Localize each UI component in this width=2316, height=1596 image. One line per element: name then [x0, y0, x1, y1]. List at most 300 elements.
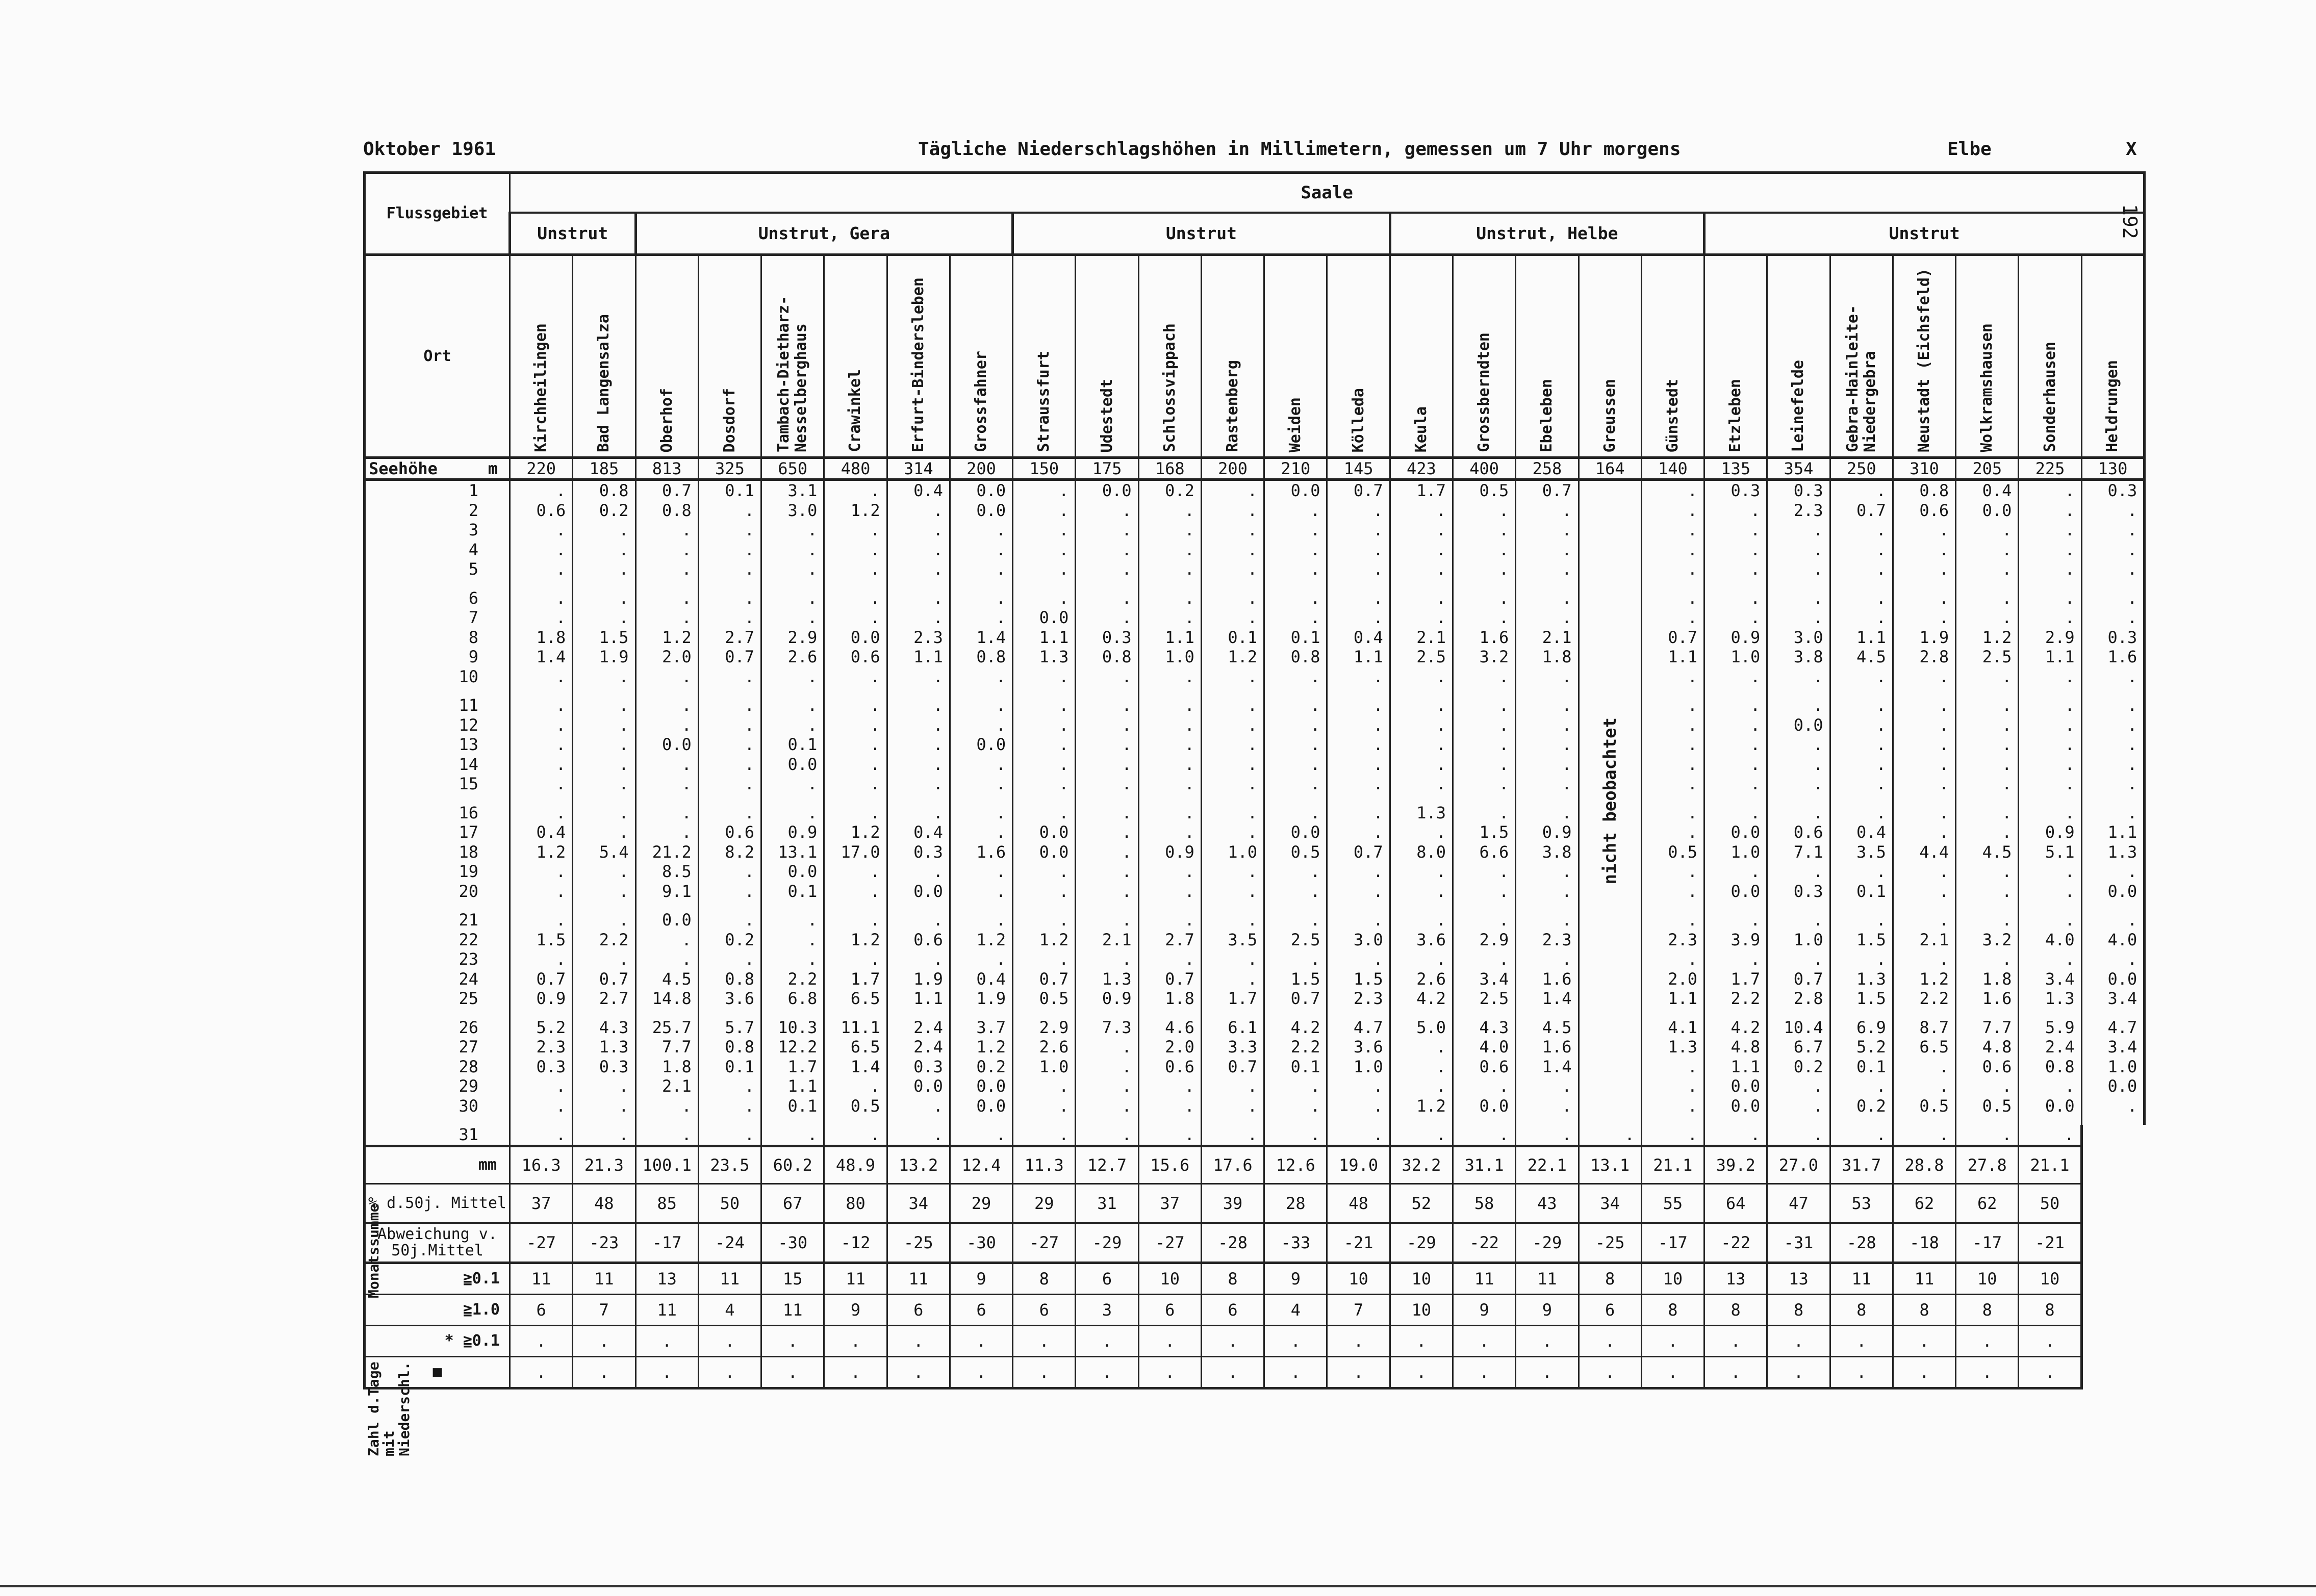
precip-value: .	[1076, 608, 1138, 628]
spacer	[1767, 686, 1830, 696]
precip-value: 0.0	[887, 1076, 950, 1096]
precip-value: 2.2	[761, 969, 824, 989]
precip-value: .	[2019, 667, 2081, 687]
precip-value: .	[1893, 696, 1955, 715]
summary-abw: -17	[635, 1223, 698, 1263]
precip-value: .	[1767, 696, 1830, 715]
precip-value: 4.0	[2019, 930, 2081, 950]
precip-value: 3.3	[1201, 1037, 1264, 1057]
precip-value: .	[1390, 774, 1453, 794]
summary-star: .	[761, 1325, 824, 1356]
precip-value: 3.5	[1201, 930, 1264, 950]
precip-value: 0.3	[573, 1057, 635, 1077]
precip-value: .	[2081, 1096, 2145, 1116]
spacer	[698, 901, 761, 910]
summary-pct: 29	[950, 1183, 1012, 1223]
precip-value: 5.2	[510, 1018, 573, 1038]
station-name-cell	[1453, 255, 1515, 458]
precip-value: 0.7	[1641, 628, 1704, 648]
precip-value: .	[2019, 540, 2081, 560]
precip-value: .	[2019, 1076, 2081, 1096]
precip-value: 1.2	[824, 501, 887, 521]
station-name-cell	[824, 255, 887, 458]
day-number: 18	[365, 842, 510, 862]
precip-value: 1.0	[1138, 647, 1201, 667]
summary-square: .	[2019, 1356, 2081, 1388]
precip-value: 1.7	[1704, 969, 1767, 989]
precip-value: 0.0	[2081, 882, 2145, 902]
precip-value: .	[1893, 822, 1955, 842]
spacer	[1516, 1116, 1579, 1125]
precip-value: 4.4	[1893, 842, 1955, 862]
precip-value: 0.6	[510, 501, 573, 521]
precip-value: .	[698, 755, 761, 775]
precip-value: .	[1516, 882, 1579, 902]
precip-value: .	[2019, 520, 2081, 540]
summary-star: .	[887, 1325, 950, 1356]
precip-value: .	[573, 735, 635, 755]
precip-value: 2.1	[1076, 930, 1138, 950]
precip-value: 1.1	[1830, 628, 1893, 648]
precip-value: 0.8	[1893, 480, 1955, 501]
day-number: 25	[365, 989, 510, 1009]
precip-value: .	[887, 1096, 950, 1116]
precip-value: .	[950, 862, 1012, 882]
precip-value: 1.7	[824, 969, 887, 989]
precip-value: .	[1013, 1125, 1076, 1146]
spacer	[1390, 579, 1453, 588]
precip-value: .	[1264, 520, 1327, 540]
precip-value: 1.0	[1704, 842, 1767, 862]
summary-star: .	[1013, 1325, 1076, 1356]
summary-square: .	[1704, 1356, 1767, 1388]
summary-pct: 48	[1327, 1183, 1390, 1223]
precip-value: .	[1264, 755, 1327, 775]
station-name-cell	[1516, 255, 1579, 458]
precip-value: .	[1893, 1125, 1955, 1146]
precip-value: .	[1767, 588, 1830, 608]
summary-mm: 21.1	[2019, 1146, 2081, 1183]
precip-value: .	[573, 667, 635, 687]
precip-value: .	[824, 480, 887, 501]
precip-value: .	[635, 696, 698, 715]
precip-value: .	[1641, 1125, 1704, 1146]
summary-pct: 62	[1893, 1183, 1955, 1223]
summary-abw: -27	[1013, 1223, 1076, 1263]
precip-value: 2.1	[1893, 930, 1955, 950]
precip-value: .	[1013, 774, 1076, 794]
precip-value: .	[1704, 1125, 1767, 1146]
summary-star: .	[1641, 1325, 1704, 1356]
precip-value: 3.2	[1956, 930, 2019, 950]
precip-value: .	[1013, 862, 1076, 882]
precip-value: 5.1	[2019, 842, 2081, 862]
precip-value: .	[1956, 735, 2019, 755]
precip-value: .	[1516, 1096, 1579, 1116]
square-label: ■	[432, 1362, 442, 1381]
precip-value: .	[2019, 608, 2081, 628]
summary-ge10: 8	[1830, 1294, 1893, 1325]
precip-value: 2.9	[2019, 628, 2081, 648]
summary-pct: 43	[1516, 1183, 1579, 1223]
precip-value: 0.1	[761, 1096, 824, 1116]
precip-value: .	[824, 735, 887, 755]
day-number: 10	[365, 667, 510, 687]
day-row	[365, 588, 2145, 608]
summary-mm: 12.7	[1076, 1146, 1138, 1183]
seehoehe-label: Seehöhe	[369, 459, 438, 478]
spacer	[1138, 579, 1201, 588]
precip-value: .	[950, 755, 1012, 775]
precip-value: .	[1956, 862, 2019, 882]
spacer	[635, 686, 698, 696]
precip-value: 5.9	[2019, 1018, 2081, 1038]
precip-value: .	[1453, 774, 1515, 794]
precip-value: .	[1767, 540, 1830, 560]
spacer	[1013, 579, 1076, 588]
station-elevation: 250	[1830, 458, 1893, 480]
precip-value: .	[1390, 667, 1453, 687]
precip-value: .	[1830, 715, 1893, 735]
station-name: Dosdorf	[720, 388, 739, 452]
precip-value: .	[2081, 910, 2145, 930]
precip-value: .	[824, 667, 887, 687]
precip-value: 2.2	[573, 930, 635, 950]
spacer	[761, 579, 824, 588]
precip-value: 1.2	[950, 930, 1012, 950]
summary-star: .	[1516, 1325, 1579, 1356]
precip-value: .	[1453, 949, 1515, 969]
precip-value: .	[1264, 540, 1327, 560]
day-row	[365, 862, 2145, 882]
precip-value: 0.3	[1076, 628, 1138, 648]
precip-value: 1.4	[510, 647, 573, 667]
precip-value: 2.0	[1641, 969, 1704, 989]
summary-abw: -21	[2019, 1223, 2081, 1263]
precip-value: .	[1390, 822, 1453, 842]
spacer	[1013, 794, 1076, 803]
summary-ge01: 11	[824, 1263, 887, 1294]
precip-value: .	[1641, 540, 1704, 560]
precip-value: .	[1264, 501, 1327, 521]
precip-value: .	[1956, 1076, 2019, 1096]
precip-value: .	[824, 774, 887, 794]
station-name: Sonderhausen	[2041, 342, 2059, 452]
precip-value: .	[1767, 1076, 1830, 1096]
precip-value: 0.7	[1830, 501, 1893, 521]
precip-value: 0.4	[950, 969, 1012, 989]
precip-value: 4.5	[1830, 647, 1893, 667]
day-number: 26	[365, 1018, 510, 1038]
precip-value: 0.0	[950, 735, 1012, 755]
precip-value: .	[887, 910, 950, 930]
precip-value: .	[1390, 1076, 1453, 1096]
precip-value: .	[1453, 735, 1515, 755]
precip-value: .	[635, 540, 698, 560]
precip-value: .	[950, 715, 1012, 735]
precip-value: .	[1264, 949, 1327, 969]
precip-value: .	[1138, 803, 1201, 823]
summary-mm: 100.1	[635, 1146, 698, 1183]
precip-value: 0.0	[950, 1076, 1012, 1096]
precip-value: .	[824, 1125, 887, 1146]
summary-abw: -29	[1076, 1223, 1138, 1263]
precip-value: .	[573, 696, 635, 715]
precip-value: .	[510, 949, 573, 969]
precip-value: 1.8	[1138, 989, 1201, 1009]
spacer	[1327, 1009, 1390, 1018]
precip-value: .	[1453, 501, 1515, 521]
precip-value: 4.5	[1516, 1018, 1579, 1038]
precip-value: .	[950, 910, 1012, 930]
spacer	[1956, 579, 2019, 588]
precip-value: 1.2	[950, 1037, 1012, 1057]
precip-value: .	[1830, 480, 1893, 501]
day-number: 11	[365, 696, 510, 715]
spacer	[1641, 901, 1704, 910]
precip-value: .	[1893, 667, 1955, 687]
precip-value: .	[573, 882, 635, 902]
precip-value: .	[1453, 882, 1515, 902]
summary-star: .	[635, 1325, 698, 1356]
precip-value: .	[1138, 667, 1201, 687]
station-name-cell	[1264, 255, 1327, 458]
precip-value: 1.1	[2081, 822, 2145, 842]
precip-value: 0.4	[887, 480, 950, 501]
precip-value: .	[1516, 501, 1579, 521]
summary-abw: -27	[1138, 1223, 1201, 1263]
precip-value: .	[510, 774, 573, 794]
spacer	[573, 901, 635, 910]
precip-value: .	[761, 608, 824, 628]
not-observed-cell	[1579, 480, 1641, 1125]
precip-value: .	[1013, 735, 1076, 755]
summary-star: .	[1138, 1325, 1201, 1356]
precip-value: 1.6	[950, 842, 1012, 862]
spacer	[950, 579, 1012, 588]
precip-value: 0.0	[1013, 842, 1076, 862]
precip-value: 2.5	[1956, 647, 2019, 667]
precip-value: .	[1390, 1057, 1453, 1077]
precip-value: 4.3	[573, 1018, 635, 1038]
summary-mm: 12.6	[1264, 1146, 1327, 1183]
precip-value: .	[1767, 608, 1830, 628]
spacer	[950, 1009, 1012, 1018]
precip-value: 0.2	[950, 1057, 1012, 1077]
precip-value: 4.2	[1704, 1018, 1767, 1038]
summary-ge01: 9	[1264, 1263, 1327, 1294]
precip-value: 0.7	[698, 647, 761, 667]
summary-ge10: 6	[887, 1294, 950, 1325]
summary-square: .	[761, 1356, 824, 1388]
precip-value: .	[887, 608, 950, 628]
precip-value: 0.9	[1516, 822, 1579, 842]
summary-abw: -25	[887, 1223, 950, 1263]
star-ge01-label: ≧0.1	[463, 1331, 500, 1350]
precip-value: 0.0	[1704, 1096, 1767, 1116]
zahl-tage-side-label: Zahl d.Tage mit Niederschl.	[365, 1361, 413, 1456]
precip-value: 1.0	[2081, 1057, 2145, 1077]
spacer	[1830, 901, 1893, 910]
precip-value: .	[1076, 1076, 1138, 1096]
precip-value: .	[1201, 540, 1264, 560]
summary-ge10: 6	[1579, 1294, 1641, 1325]
spacer	[2081, 901, 2145, 910]
precip-value: 0.9	[1076, 989, 1138, 1009]
summary-square: .	[1516, 1356, 1579, 1388]
spacer	[1327, 579, 1390, 588]
spacer	[1076, 1116, 1138, 1125]
precip-value: .	[1516, 910, 1579, 930]
precip-value: .	[1201, 774, 1264, 794]
precip-value: 3.7	[950, 1018, 1012, 1038]
precip-value: .	[2019, 696, 2081, 715]
precip-value: .	[1327, 882, 1390, 902]
precip-value: .	[1076, 540, 1138, 560]
summary-pct: 67	[761, 1183, 824, 1223]
day-row	[365, 696, 2145, 715]
precip-value: .	[1264, 667, 1327, 687]
precip-value: .	[1830, 667, 1893, 687]
day-row	[365, 628, 2145, 648]
summary-star: .	[1453, 1325, 1515, 1356]
station-name: Bad Langensalza	[595, 314, 613, 452]
summary-ge10: 8	[2019, 1294, 2081, 1325]
station-elevation: 135	[1704, 458, 1767, 480]
precip-value: 0.8	[635, 501, 698, 521]
precip-value: .	[1641, 696, 1704, 715]
precip-value: .	[573, 803, 635, 823]
precip-value: 2.1	[1516, 628, 1579, 648]
precip-value: 1.1	[1327, 647, 1390, 667]
summary-ge10: 4	[1264, 1294, 1327, 1325]
precip-value: .	[2019, 862, 2081, 882]
precip-value: .	[1830, 755, 1893, 775]
precip-value: 3.9	[1704, 930, 1767, 950]
precip-value: .	[1641, 559, 1704, 579]
precip-value: .	[1641, 949, 1704, 969]
precip-value: .	[1893, 1076, 1955, 1096]
precip-value: .	[1264, 715, 1327, 735]
spacer	[2081, 686, 2145, 696]
spacer	[1264, 579, 1327, 588]
spacer	[1264, 1009, 1327, 1018]
summary-pct: 29	[1013, 1183, 1076, 1223]
precip-value: .	[1390, 540, 1453, 560]
summary-ge01: 11	[698, 1263, 761, 1294]
summary-pct: 52	[1390, 1183, 1453, 1223]
precip-value: .	[1076, 520, 1138, 540]
summary-abw: -29	[1516, 1223, 1579, 1263]
summary-ge10: 10	[1390, 1294, 1453, 1325]
precip-value: .	[1013, 667, 1076, 687]
spacer	[2019, 579, 2081, 588]
precip-value: 0.2	[573, 501, 635, 521]
precip-value: 1.5	[510, 930, 573, 950]
precip-value: 4.0	[1453, 1037, 1515, 1057]
spacer	[1767, 1116, 1830, 1125]
precip-value: .	[887, 696, 950, 715]
precip-value: 1.4	[1516, 989, 1579, 1009]
spacer	[1201, 686, 1264, 696]
spacer	[1453, 1116, 1515, 1125]
spacer	[510, 579, 573, 588]
summary-mm: 28.8	[1893, 1146, 1955, 1183]
day-number: 29	[365, 1076, 510, 1096]
summary-pct: 62	[1956, 1183, 2019, 1223]
precip-value: .	[1641, 1076, 1704, 1096]
spacer	[1076, 579, 1138, 588]
group-header: Unstrut	[1704, 213, 2145, 255]
header-title: Tägliche Niederschlagshöhen in Millimetern, gemessen um 7 Uhr morgens	[918, 139, 1681, 160]
day-row	[365, 969, 2145, 989]
day-number: 2	[365, 501, 510, 521]
precip-value: 0.5	[824, 1096, 887, 1116]
precip-value: .	[1704, 910, 1767, 930]
precip-value: 7.7	[1956, 1018, 2019, 1038]
precip-value: 1.1	[2019, 647, 2081, 667]
precip-value: .	[510, 608, 573, 628]
precip-value: 0.0	[1076, 480, 1138, 501]
precip-value: .	[1767, 559, 1830, 579]
precip-value: .	[1830, 862, 1893, 882]
precip-value: .	[1201, 667, 1264, 687]
precip-value: 0.7	[510, 969, 573, 989]
precip-value: .	[2019, 480, 2081, 501]
summary-star: .	[1956, 1325, 2019, 1356]
station-name-cell	[1579, 255, 1641, 458]
precip-value: .	[1516, 755, 1579, 775]
station-name: Grossberndten	[1475, 332, 1493, 452]
summary-square: .	[510, 1356, 573, 1388]
spacer	[1516, 1009, 1579, 1018]
precip-value: .	[1704, 559, 1767, 579]
summary-ge01: 11	[1516, 1263, 1579, 1294]
precip-value: 2.8	[1767, 989, 1830, 1009]
summary-square: .	[573, 1356, 635, 1388]
summary-star: .	[1893, 1325, 1955, 1356]
precip-value: 1.2	[824, 930, 887, 950]
precip-value: 2.0	[635, 647, 698, 667]
summary-pct: 80	[824, 1183, 887, 1223]
precip-value: 2.3	[1327, 989, 1390, 1009]
precip-value: .	[1704, 862, 1767, 882]
precip-value: 1.0	[1327, 1057, 1390, 1077]
precip-value: 1.0	[1704, 647, 1767, 667]
station-elevation: 480	[824, 458, 887, 480]
precip-value: 1.9	[1893, 628, 1955, 648]
spacer	[1076, 1009, 1138, 1018]
day-number: 16	[365, 803, 510, 823]
spacer	[1138, 1116, 1201, 1125]
station-name-cell	[1767, 255, 1830, 458]
precip-value: 3.0	[1767, 628, 1830, 648]
precip-value: 2.1	[635, 1076, 698, 1096]
day-number: 21	[365, 910, 510, 930]
precip-value: 0.8	[698, 969, 761, 989]
summary-star: .	[1830, 1325, 1893, 1356]
spacer	[1893, 686, 1955, 696]
summary-star: .	[1390, 1325, 1453, 1356]
precip-value: 13.1	[761, 842, 824, 862]
station-elevation: 258	[1516, 458, 1579, 480]
station-elevation: 185	[573, 458, 635, 480]
precip-value: .	[2081, 588, 2145, 608]
precip-value: .	[1138, 501, 1201, 521]
spacer	[1390, 1116, 1453, 1125]
spacer	[1893, 901, 1955, 910]
summary-ge10: 8	[1641, 1294, 1704, 1325]
